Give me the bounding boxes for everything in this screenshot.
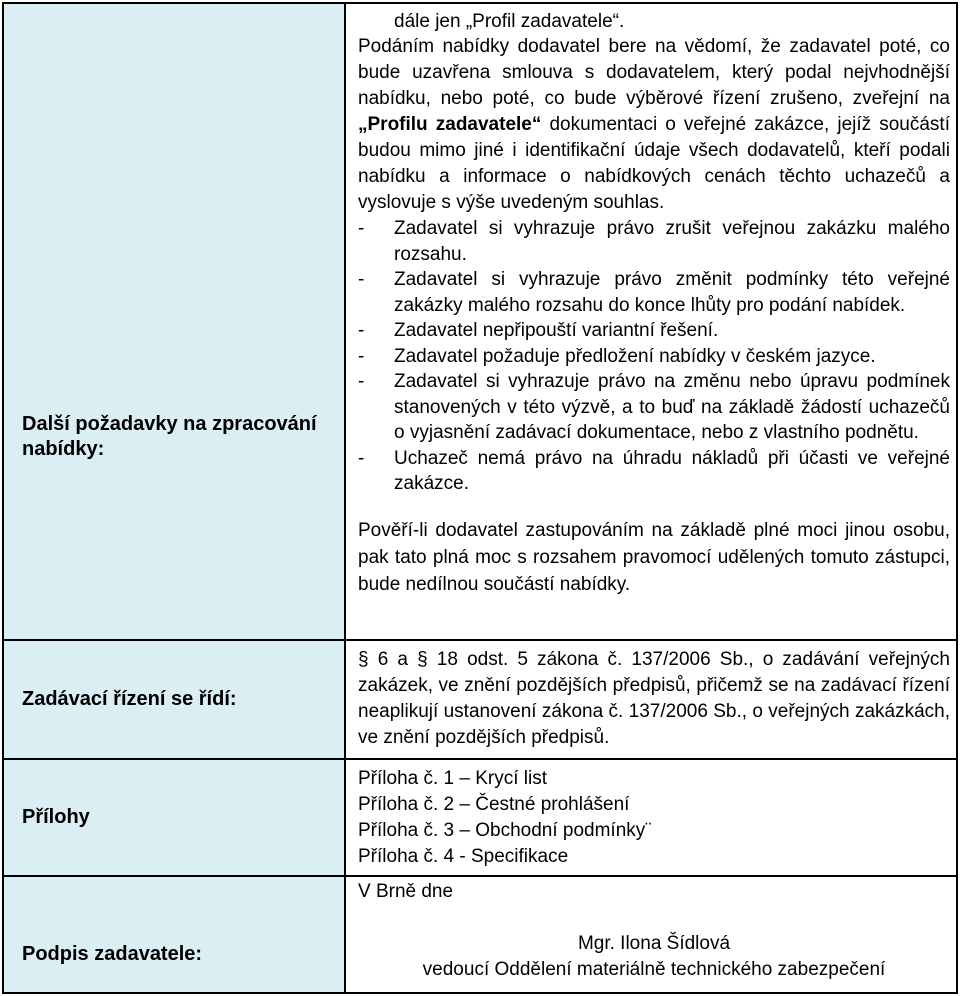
consent-paragraph <box>358 34 950 216</box>
cell-signature <box>345 876 957 993</box>
list-item: - Zadavatel si vyhrazuje právo změnit podmínky této veřejné zakázky malého rozsahu do konce lhůty pro podání nabídek. <box>358 267 950 318</box>
intro-line-text: dále jen „Profil zadavatele“. <box>394 11 625 32</box>
consent-text-bold: „Profilu zadavatele“ <box>358 114 542 135</box>
list-item: - Zadavatel nepřipouští variantní řešení. <box>358 318 950 344</box>
row-signature <box>3 876 957 993</box>
cell-requirements <box>345 3 957 640</box>
list-item: - Zadavatel si vyhrazuje právo na změnu nebo úpravu podmínek stanovených v této výzvě, a to buď na základě žádostí uchazečů o vyjasnění zadávací dokumentace, nebo z vlastního podnětu. <box>358 369 950 446</box>
conditions-list <box>358 216 950 497</box>
label-law <box>3 640 345 759</box>
consent-text-after: dokumentaci o veřejné zakázce, jejíž součástí budou mimo jiné i identifikační údaje všech dodavatelů, kteří podali nabídku a informace o nabídkových cenách těchto uchazečů a vyslovuje s výše uvedeným souhlas. <box>358 114 950 213</box>
label-signature <box>3 876 345 993</box>
proxy-text: Pověří-li dodavatel zastupováním na základě plné moci jinou osobu, pak tato plná moc s rozsahem pravomocí udělených tomuto zástupci, bude nedílnou součástí nabídky. <box>358 519 950 595</box>
row-law <box>3 640 957 759</box>
label-attachments <box>3 759 345 876</box>
document-table <box>2 2 958 994</box>
attachment-item: Příloha č. 2 – Čestné prohlášení <box>358 793 630 815</box>
row-attachments <box>3 759 957 876</box>
label-requirements <box>3 3 345 640</box>
attachment-item: Příloha č. 3 – Obchodní podmínky¨ <box>358 819 652 841</box>
list-item: - Zadavatel požaduje předložení nabídky v českém jazyce. <box>358 344 950 370</box>
consent-text-before: Podáním nabídky dodavatel bere na vědomí, že zadavatel poté, co bude uzavřena smlouva s dodavatelem, který podal nejvhodnější nabídku, nebo poté, co bude výběrové řízení zrušeno, zveřejní na <box>358 36 950 109</box>
list-item: - Uchazeč nemá právo na úhradu nákladů při účasti ve veřejné zakázce. <box>358 446 950 497</box>
law-text: § 6 a § 18 odst. 5 zákona č. 137/2006 Sb., o zadávání veřejných zakázek, ve znění pozdějších předpisů, přičemž se na zadávací řízení neaplikují ustanovení zákona č. 137/2006 Sb., o veřejných zakázkách, ve znění pozdějších předpisů. <box>358 649 950 749</box>
row-requirements <box>3 3 957 640</box>
label-attachments-text: Přílohy <box>22 806 90 829</box>
proxy-paragraph <box>358 517 950 598</box>
label-requirements-text: Další požadavky na zpracování nabídky: <box>22 412 317 460</box>
label-signature-text: Podpis zadavatele: <box>22 943 203 966</box>
cell-law <box>345 640 957 759</box>
label-law-text: Zadávací řízení se řídí: <box>22 688 237 711</box>
attachment-item: Příloha č. 4 - Specifikace <box>358 845 569 867</box>
signature-position: vedoucí Oddělení materiálně technického zabezpečení <box>422 959 886 981</box>
list-item: - Zadavatel si vyhrazuje právo zrušit veřejnou zakázku malého rozsahu. <box>358 216 950 267</box>
signature-place: V Brně dne <box>358 881 454 903</box>
signature-name: Mgr. Ilona Šídlová <box>577 933 731 955</box>
cell-attachments <box>345 759 957 876</box>
attachment-item: Příloha č. 1 – Krycí list <box>358 767 548 789</box>
intro-line <box>358 10 950 34</box>
